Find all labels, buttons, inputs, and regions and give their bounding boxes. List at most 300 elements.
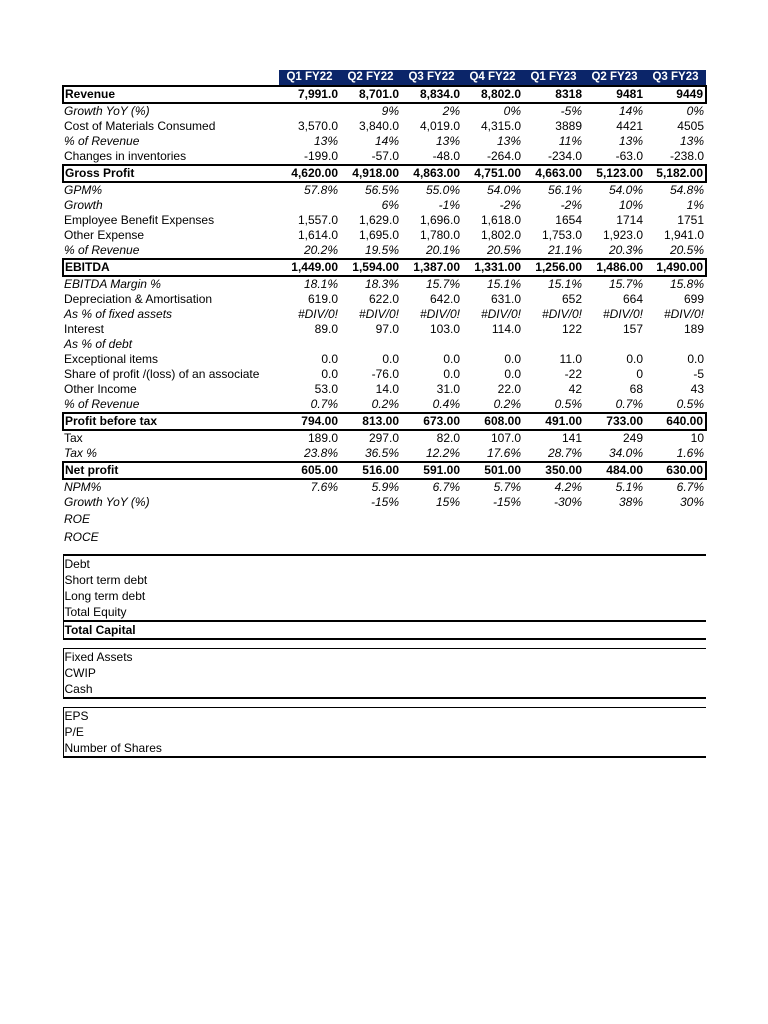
- row-label-cell[interactable]: Employee Benefit Expenses: [64, 213, 215, 227]
- value-cell[interactable]: 57.8%: [303, 183, 338, 197]
- value-cell[interactable]: 0.5%: [554, 397, 582, 411]
- value-cell[interactable]: 13%: [435, 134, 460, 148]
- value-cell[interactable]: 97.0: [375, 322, 399, 336]
- row-label-cell[interactable]: Cost of Materials Consumed: [64, 119, 216, 133]
- block-row: [63, 649, 706, 666]
- row-label-cell[interactable]: % of Revenue: [64, 134, 140, 148]
- value-cell[interactable]: 608.00: [462, 413, 523, 430]
- value-cell[interactable]: 8,701.0: [340, 86, 401, 103]
- value-cell[interactable]: 652: [561, 292, 582, 306]
- value-cell[interactable]: 8,834.0: [401, 86, 462, 103]
- value-cell[interactable]: 699: [683, 292, 704, 306]
- value-cell[interactable]: 189.0: [307, 431, 338, 445]
- value-cell[interactable]: 619.0: [307, 292, 338, 306]
- spacer-row: [63, 698, 706, 708]
- value-cell[interactable]: [401, 528, 462, 546]
- value-cell[interactable]: -48.0: [432, 149, 460, 163]
- block-row: [63, 740, 706, 757]
- value-cell[interactable]: 189: [683, 322, 704, 336]
- block-row: [63, 555, 706, 572]
- value-cell[interactable]: -264.0: [486, 149, 521, 163]
- value-cell[interactable]: [462, 528, 523, 546]
- value-cell[interactable]: 1,629.0: [358, 213, 399, 227]
- value-cell[interactable]: 794.00: [279, 413, 340, 430]
- value-cell[interactable]: 4421: [616, 119, 643, 133]
- header-blank-cell[interactable]: [63, 70, 279, 86]
- value-cell[interactable]: 157: [622, 322, 643, 336]
- value-cell[interactable]: 36.5%: [364, 446, 399, 460]
- value-cell[interactable]: 1654: [555, 213, 582, 227]
- value-cell[interactable]: 605.00: [279, 462, 340, 479]
- value-cell[interactable]: 14.0: [375, 382, 399, 396]
- value-cell[interactable]: 1,802.0: [480, 228, 521, 242]
- value-cell[interactable]: 20.3%: [608, 243, 643, 257]
- value-cell[interactable]: 1714: [616, 213, 643, 227]
- value-cell[interactable]: #DIV/0!: [663, 307, 704, 321]
- value-cell[interactable]: 5,182.00: [645, 165, 706, 182]
- value-cell[interactable]: 4,918.00: [340, 165, 401, 182]
- value-cell[interactable]: 9%: [381, 104, 399, 118]
- value-cell[interactable]: 249: [622, 431, 643, 445]
- value-cell[interactable]: 0.0: [443, 352, 460, 366]
- table-row: [63, 243, 706, 259]
- value-cell[interactable]: 15.7%: [425, 277, 460, 291]
- value-cell[interactable]: 1,594.00: [340, 259, 401, 276]
- block-label-cell[interactable]: Short term debt: [63, 572, 706, 588]
- value-cell[interactable]: 664: [622, 292, 643, 306]
- value-cell[interactable]: 15.1%: [547, 277, 582, 291]
- row-label-cell[interactable]: % of Revenue: [64, 397, 140, 411]
- value-cell[interactable]: -30%: [553, 495, 582, 509]
- value-cell[interactable]: [584, 337, 645, 352]
- value-cell[interactable]: 15.7%: [608, 277, 643, 291]
- value-cell[interactable]: 17.6%: [486, 446, 521, 460]
- value-cell[interactable]: 491.00: [523, 413, 584, 430]
- value-cell[interactable]: 1,387.00: [401, 259, 462, 276]
- table-row: [63, 165, 706, 182]
- column-header[interactable]: Q3 FY22: [401, 70, 462, 86]
- value-cell[interactable]: [279, 103, 340, 119]
- value-cell[interactable]: 0.0: [321, 367, 338, 381]
- value-cell[interactable]: 1,490.00: [645, 259, 706, 276]
- balance-blocks: [63, 546, 706, 757]
- value-cell[interactable]: 4.2%: [554, 480, 582, 494]
- value-cell[interactable]: 2%: [442, 104, 460, 118]
- table-body: [63, 86, 706, 546]
- value-cell[interactable]: [279, 198, 340, 213]
- value-cell[interactable]: 1,557.0: [297, 213, 338, 227]
- row-label-cell[interactable]: EBITDA: [63, 259, 279, 276]
- value-cell[interactable]: 0.2%: [371, 397, 399, 411]
- value-cell[interactable]: [462, 510, 523, 528]
- value-cell[interactable]: 55.0%: [425, 183, 460, 197]
- value-cell[interactable]: 1,923.0: [602, 228, 643, 242]
- value-cell[interactable]: 0.2%: [493, 397, 521, 411]
- row-label-cell[interactable]: Exceptional items: [64, 352, 159, 366]
- value-cell[interactable]: 30%: [679, 495, 704, 509]
- value-cell[interactable]: -5%: [560, 104, 582, 118]
- table-row: [63, 352, 706, 367]
- value-cell[interactable]: [523, 528, 584, 546]
- value-cell[interactable]: -63.0: [615, 149, 643, 163]
- row-label-cell[interactable]: Gross Profit: [63, 165, 279, 182]
- value-cell[interactable]: 6%: [381, 198, 399, 212]
- row-label-cell[interactable]: Growth YoY (%): [64, 495, 150, 509]
- table-row: [63, 367, 706, 382]
- table-row: [63, 259, 706, 276]
- spacer-row: [63, 546, 706, 555]
- value-cell[interactable]: 6.7%: [676, 480, 704, 494]
- value-cell[interactable]: 4,663.00: [523, 165, 584, 182]
- value-cell[interactable]: 1,486.00: [584, 259, 645, 276]
- value-cell[interactable]: 38%: [618, 495, 643, 509]
- value-cell[interactable]: -22: [564, 367, 582, 381]
- value-cell[interactable]: 10%: [618, 198, 643, 212]
- row-label-cell[interactable]: Net profit: [63, 462, 279, 479]
- block-label-cell[interactable]: Fixed Assets: [63, 649, 706, 666]
- value-cell[interactable]: 0.7%: [615, 397, 643, 411]
- value-cell[interactable]: 5.7%: [493, 480, 521, 494]
- spacer-cell: [63, 639, 706, 649]
- value-cell[interactable]: 54.0%: [608, 183, 643, 197]
- row-label-cell[interactable]: Tax: [64, 431, 83, 445]
- value-cell[interactable]: 5,123.00: [584, 165, 645, 182]
- block-label-cell[interactable]: Debt: [63, 555, 706, 572]
- value-cell[interactable]: 1.6%: [676, 446, 704, 460]
- value-cell[interactable]: 8,802.0: [462, 86, 523, 103]
- block-label-cell[interactable]: Cash: [63, 681, 706, 698]
- block-row: [63, 665, 706, 681]
- value-cell[interactable]: [279, 337, 340, 352]
- value-cell[interactable]: 13%: [313, 134, 338, 148]
- value-cell[interactable]: 20.5%: [669, 243, 704, 257]
- value-cell[interactable]: 297.0: [368, 431, 399, 445]
- value-cell[interactable]: #DIV/0!: [602, 307, 643, 321]
- value-cell[interactable]: 640.00: [645, 413, 706, 430]
- value-cell[interactable]: -1%: [438, 198, 460, 212]
- value-cell[interactable]: 15.1%: [486, 277, 521, 291]
- value-cell[interactable]: 4505: [677, 119, 704, 133]
- row-label-cell[interactable]: Revenue: [63, 86, 279, 103]
- value-cell[interactable]: 1,696.0: [419, 213, 460, 227]
- column-header[interactable]: Q2 FY23: [584, 70, 645, 86]
- row-label-cell[interactable]: As % of fixed assets: [64, 307, 173, 321]
- spacer-cell: [63, 546, 706, 555]
- row-label-cell[interactable]: As % of debt: [64, 337, 133, 351]
- row-label-cell[interactable]: Profit before tax: [63, 413, 279, 430]
- spreadsheet: [62, 70, 705, 758]
- value-cell[interactable]: 0.0: [443, 367, 460, 381]
- column-header[interactable]: Q1 FY22: [279, 70, 340, 86]
- value-cell[interactable]: [645, 528, 706, 546]
- table-row: [63, 430, 706, 446]
- table-row: [63, 462, 706, 479]
- row-label-cell[interactable]: Growth YoY (%): [64, 104, 150, 118]
- value-cell[interactable]: 21.1%: [547, 243, 582, 257]
- value-cell[interactable]: 122: [561, 322, 582, 336]
- value-cell[interactable]: 0.0: [626, 352, 643, 366]
- value-cell[interactable]: 22.0: [497, 382, 521, 396]
- value-cell[interactable]: [645, 337, 706, 352]
- value-cell[interactable]: 14%: [618, 104, 643, 118]
- value-cell[interactable]: 20.1%: [425, 243, 460, 257]
- value-cell[interactable]: 733.00: [584, 413, 645, 430]
- row-label-cell[interactable]: GPM%: [64, 183, 103, 197]
- value-cell[interactable]: 1,695.0: [358, 228, 399, 242]
- value-cell[interactable]: [279, 528, 340, 546]
- value-cell[interactable]: 813.00: [340, 413, 401, 430]
- block-label-cell[interactable]: Long term debt: [63, 588, 706, 604]
- value-cell[interactable]: -5: [693, 367, 704, 381]
- value-cell[interactable]: 89.0: [314, 322, 338, 336]
- table-row: [63, 119, 706, 134]
- value-cell[interactable]: 7,991.0: [279, 86, 340, 103]
- row-label-cell[interactable]: Other Income: [64, 382, 137, 396]
- value-cell[interactable]: 141: [561, 431, 582, 445]
- value-cell[interactable]: 8318: [523, 86, 584, 103]
- block-row: [63, 604, 706, 621]
- value-cell[interactable]: 3,840.0: [358, 119, 399, 133]
- column-header[interactable]: Q1 FY23: [523, 70, 584, 86]
- value-cell[interactable]: -199.0: [303, 149, 338, 163]
- value-cell[interactable]: 4,315.0: [480, 119, 521, 133]
- table-row: [63, 479, 706, 495]
- value-cell[interactable]: 43: [690, 382, 704, 396]
- table-row: [63, 213, 706, 228]
- value-cell[interactable]: [279, 495, 340, 510]
- column-header[interactable]: Q4 FY22: [462, 70, 523, 86]
- value-cell[interactable]: 53.0: [314, 382, 338, 396]
- value-cell[interactable]: [645, 510, 706, 528]
- value-cell[interactable]: 0%: [503, 104, 521, 118]
- table-row: [63, 103, 706, 119]
- table-row: [63, 86, 706, 103]
- row-label-cell[interactable]: Tax %: [64, 446, 97, 460]
- value-cell[interactable]: -57.0: [371, 149, 399, 163]
- value-cell[interactable]: 0.7%: [310, 397, 338, 411]
- value-cell[interactable]: -76.0: [371, 367, 399, 381]
- row-label-cell[interactable]: EBITDA Margin %: [64, 277, 161, 291]
- value-cell[interactable]: 11.0: [559, 352, 582, 366]
- value-cell[interactable]: [584, 510, 645, 528]
- value-cell[interactable]: [401, 510, 462, 528]
- column-header[interactable]: Q2 FY22: [340, 70, 401, 86]
- value-cell[interactable]: -15%: [492, 495, 521, 509]
- block-row: [63, 724, 706, 740]
- value-cell[interactable]: 0%: [686, 104, 704, 118]
- value-cell[interactable]: 68: [629, 382, 643, 396]
- table-row: [63, 149, 706, 165]
- value-cell[interactable]: 501.00: [462, 462, 523, 479]
- value-cell[interactable]: 11%: [558, 134, 582, 148]
- value-cell[interactable]: 0: [636, 367, 643, 381]
- value-cell[interactable]: 4,620.00: [279, 165, 340, 182]
- value-cell[interactable]: 1%: [686, 198, 704, 212]
- value-cell[interactable]: 0.5%: [676, 397, 704, 411]
- block-row: [63, 621, 706, 639]
- table-row: [63, 446, 706, 462]
- value-cell[interactable]: 591.00: [401, 462, 462, 479]
- column-header[interactable]: Q3 FY23: [645, 70, 706, 86]
- row-label-cell[interactable]: ROCE: [64, 529, 99, 544]
- table-row: [63, 198, 706, 213]
- table-row: [63, 134, 706, 149]
- value-cell[interactable]: 28.7%: [547, 446, 582, 460]
- value-cell[interactable]: [523, 337, 584, 352]
- value-cell[interactable]: 1,331.00: [462, 259, 523, 276]
- value-cell[interactable]: 5.9%: [371, 480, 399, 494]
- table-row: [63, 495, 706, 510]
- value-cell[interactable]: 114.0: [491, 322, 521, 336]
- value-cell[interactable]: 673.00: [401, 413, 462, 430]
- table-row: [63, 510, 706, 528]
- value-cell[interactable]: 14%: [374, 134, 399, 148]
- row-label-cell[interactable]: Share of profit /(loss) of an associate: [64, 367, 260, 381]
- value-cell[interactable]: 18.3%: [364, 277, 399, 291]
- value-cell[interactable]: [279, 510, 340, 528]
- value-cell[interactable]: 3889: [555, 119, 582, 133]
- value-cell[interactable]: #DIV/0!: [358, 307, 399, 321]
- table-row: [63, 528, 706, 546]
- value-cell[interactable]: 0.0: [504, 352, 521, 366]
- table-row: [63, 182, 706, 198]
- row-label-cell[interactable]: Changes in inventories: [64, 149, 187, 163]
- value-cell[interactable]: 0.0: [321, 352, 338, 366]
- value-cell[interactable]: 3,570.0: [297, 119, 338, 133]
- block-label-cell[interactable]: P/E: [63, 724, 706, 740]
- table-row: [63, 322, 706, 337]
- value-cell[interactable]: 9481: [584, 86, 645, 103]
- row-label-cell[interactable]: Other Expense: [64, 228, 145, 242]
- row-label-cell[interactable]: ROE: [64, 511, 91, 526]
- value-cell[interactable]: 1,941.0: [663, 228, 704, 242]
- value-cell[interactable]: 0.0: [382, 352, 399, 366]
- value-cell[interactable]: 107.0: [490, 431, 521, 445]
- block-label-cell[interactable]: CWIP: [63, 665, 706, 681]
- spacer-cell: [63, 698, 706, 708]
- value-cell[interactable]: 350.00: [523, 462, 584, 479]
- value-cell[interactable]: 13%: [618, 134, 643, 148]
- block-row: [63, 588, 706, 604]
- value-cell[interactable]: 56.5%: [364, 183, 399, 197]
- row-label-cell[interactable]: Growth: [64, 198, 103, 212]
- block-row: [63, 681, 706, 698]
- row-label-cell[interactable]: Interest: [64, 322, 105, 336]
- value-cell[interactable]: 4,863.00: [401, 165, 462, 182]
- table-row: [63, 397, 706, 413]
- value-cell[interactable]: 13%: [679, 134, 704, 148]
- value-cell[interactable]: 0.0: [504, 367, 521, 381]
- value-cell[interactable]: 82.0: [436, 431, 460, 445]
- value-cell[interactable]: 1751: [677, 213, 704, 227]
- block-label-cell[interactable]: Number of Shares: [63, 740, 706, 757]
- value-cell[interactable]: #DIV/0!: [419, 307, 460, 321]
- table-row: [63, 307, 706, 322]
- value-cell[interactable]: [584, 528, 645, 546]
- value-cell[interactable]: 630.00: [645, 462, 706, 479]
- value-cell[interactable]: 7.6%: [310, 480, 338, 494]
- value-cell[interactable]: 484.00: [584, 462, 645, 479]
- table-row: [63, 382, 706, 397]
- value-cell[interactable]: -2%: [499, 198, 521, 212]
- value-cell[interactable]: 4,751.00: [462, 165, 523, 182]
- table-row: [63, 337, 706, 352]
- value-cell[interactable]: #DIV/0!: [297, 307, 338, 321]
- value-cell[interactable]: [462, 337, 523, 352]
- value-cell[interactable]: 18.1%: [303, 277, 338, 291]
- row-label-cell[interactable]: Depreciation & Amortisation: [64, 292, 213, 306]
- value-cell[interactable]: 1,614.0: [297, 228, 338, 242]
- value-cell[interactable]: 15%: [435, 495, 460, 509]
- value-cell[interactable]: 54.0%: [486, 183, 521, 197]
- value-cell[interactable]: 23.8%: [303, 446, 338, 460]
- value-cell[interactable]: 642.0: [429, 292, 460, 306]
- block-row: [63, 572, 706, 588]
- value-cell[interactable]: 516.00: [340, 462, 401, 479]
- value-cell[interactable]: 12.2%: [425, 446, 460, 460]
- value-cell[interactable]: [340, 510, 401, 528]
- value-cell[interactable]: 31.0: [436, 382, 460, 396]
- value-cell[interactable]: 9449: [645, 86, 706, 103]
- value-cell[interactable]: 15.8%: [669, 277, 704, 291]
- value-cell[interactable]: #DIV/0!: [480, 307, 521, 321]
- block-label-cell[interactable]: Total Equity: [63, 604, 706, 621]
- block-label-cell[interactable]: EPS: [63, 708, 706, 725]
- value-cell[interactable]: 4,019.0: [419, 119, 460, 133]
- value-cell[interactable]: 13%: [496, 134, 521, 148]
- row-label-cell[interactable]: NPM%: [64, 480, 102, 494]
- block-row: [63, 708, 706, 725]
- value-cell[interactable]: [340, 528, 401, 546]
- financial-table: [62, 70, 707, 758]
- value-cell[interactable]: 5.1%: [615, 480, 643, 494]
- value-cell[interactable]: 10: [690, 431, 704, 445]
- value-cell[interactable]: 34.0%: [608, 446, 643, 460]
- value-cell[interactable]: [340, 337, 401, 352]
- value-cell[interactable]: 1,780.0: [419, 228, 460, 242]
- value-cell[interactable]: 1,753.0: [541, 228, 582, 242]
- value-cell[interactable]: 1,618.0: [480, 213, 521, 227]
- table-row: [63, 276, 706, 292]
- value-cell[interactable]: 6.7%: [432, 480, 460, 494]
- value-cell[interactable]: 1,449.00: [279, 259, 340, 276]
- block-label-cell[interactable]: Total Capital: [63, 621, 706, 639]
- value-cell[interactable]: 631.0: [490, 292, 521, 306]
- value-cell[interactable]: -2%: [560, 198, 582, 212]
- value-cell[interactable]: 103.0: [429, 322, 460, 336]
- value-cell[interactable]: -234.0: [547, 149, 582, 163]
- value-cell[interactable]: 622.0: [368, 292, 399, 306]
- table-row: [63, 292, 706, 307]
- value-cell[interactable]: 56.1%: [547, 183, 582, 197]
- value-cell[interactable]: 54.8%: [669, 183, 704, 197]
- table-row: [63, 228, 706, 243]
- value-cell[interactable]: -238.0: [669, 149, 704, 163]
- value-cell[interactable]: [401, 337, 462, 352]
- value-cell[interactable]: 20.2%: [303, 243, 338, 257]
- value-cell[interactable]: 19.5%: [364, 243, 399, 257]
- value-cell[interactable]: 1,256.00: [523, 259, 584, 276]
- value-cell[interactable]: -15%: [370, 495, 399, 509]
- row-label-cell[interactable]: % of Revenue: [64, 243, 140, 257]
- table-row: [63, 413, 706, 430]
- value-cell[interactable]: 20.5%: [486, 243, 521, 257]
- value-cell[interactable]: 0.0: [687, 352, 704, 366]
- value-cell[interactable]: 0.4%: [432, 397, 460, 411]
- value-cell[interactable]: [523, 510, 584, 528]
- value-cell[interactable]: 42: [568, 382, 582, 396]
- value-cell[interactable]: #DIV/0!: [541, 307, 582, 321]
